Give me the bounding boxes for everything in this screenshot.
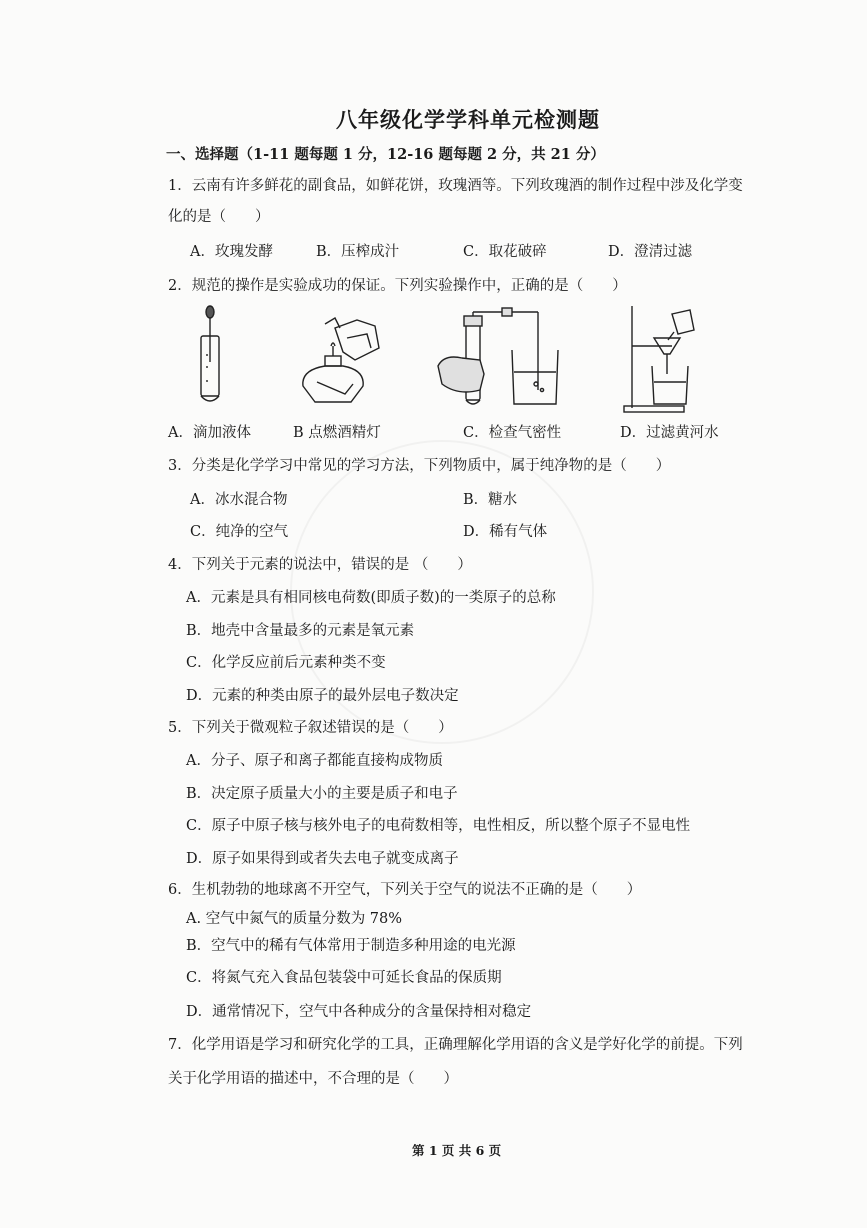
q3-option-a: A．冰水混合物 — [190, 492, 288, 508]
question-6-stem: 6．生机勃勃的地球离不开空气，下列关于空气的说法不正确的是（ ） — [168, 882, 642, 898]
q6-option-a: A. 空气中氮气的质量分数为 78% — [186, 911, 403, 927]
q2-option-a: A．滴加液体 — [168, 425, 251, 441]
question-5-stem: 5．下列关于微观粒子叙述错误的是（ ） — [168, 720, 453, 736]
question-3-stem: 3．分类是化学学习中常见的学习方法，下列物质中，属于纯净物的是（ ） — [168, 458, 671, 474]
q5-option-c: C．原子中原子核与核外电子的电荷数相等，电性相反，所以整个原子不显电性 — [186, 818, 691, 834]
question-4-stem: 4．下列关于元素的说法中，错误的是 （ ） — [168, 557, 472, 573]
question-1-stem-cont: 化的是（ ） — [168, 209, 270, 225]
q2-option-b: B 点燃酒精灯 — [293, 425, 381, 441]
q4-option-d: D．元素的种类由原子的最外层电子数决定 — [186, 688, 459, 704]
q4-option-a: A．元素是具有相同核电荷数(即质子数)的一类原子的总称 — [186, 590, 556, 606]
question-7-stem-cont: 关于化学用语的描述中，不合理的是（ ） — [168, 1071, 458, 1087]
q6-option-d: D．通常情况下，空气中各种成分的含量保持相对稳定 — [186, 1004, 532, 1020]
q1-option-d: D．澄清过滤 — [608, 244, 693, 260]
question-7-stem: 7．化学用语是学习和研究化学的工具，正确理解化学用语的含义是学好化学的前提。下列 — [168, 1037, 743, 1053]
q1-option-b: B．压榨成汁 — [316, 244, 400, 260]
q3-option-b: B．糖水 — [463, 492, 518, 508]
q2-option-d: D．过滤黄河水 — [620, 425, 719, 441]
question-2-stem: 2．规范的操作是实验成功的保证。下列实验操作中，正确的是（ ） — [168, 278, 627, 294]
q4-option-c: C．化学反应前后元素种类不变 — [186, 655, 386, 671]
q2-option-c: C．检查气密性 — [463, 425, 562, 441]
q3-option-c: C．纯净的空气 — [190, 524, 289, 540]
figure-dropper-icon — [190, 304, 230, 404]
q3-option-d: D．稀有气体 — [463, 524, 548, 540]
q1-option-c: C．取花破碎 — [463, 244, 547, 260]
section-heading: 一、选择题（1-11 题每题 1 分，12-16 题每题 2 分，共 21 分） — [166, 146, 605, 163]
q6-option-c: C．将氮气充入食品包装袋中可延长食品的保质期 — [186, 970, 502, 986]
figure-airtightness-icon — [436, 310, 566, 410]
q1-option-a: A．玫瑰发酵 — [190, 244, 273, 260]
figure-filtration-icon — [624, 304, 724, 414]
figure-alcohol-lamp-icon — [295, 308, 395, 408]
q6-option-b: B．空气中的稀有气体常用于制造多种用途的电光源 — [186, 938, 516, 954]
q4-option-b: B．地壳中含量最多的元素是氧元素 — [186, 623, 415, 639]
page-title: 八年级化学学科单元检测题 — [336, 107, 600, 132]
q5-option-b: B．决定原子质量大小的主要是质子和电子 — [186, 786, 458, 802]
q5-option-a: A．分子、原子和离子都能直接构成物质 — [186, 753, 443, 769]
q5-option-d: D．原子如果得到或者失去电子就变成离子 — [186, 851, 459, 867]
page-number: 第 1 页 共 6 页 — [412, 1143, 502, 1158]
question-1-stem: 1．云南有许多鲜花的副食品，如鲜花饼，玫瑰酒等。下列玫瑰酒的制作过程中涉及化学变 — [168, 178, 743, 194]
